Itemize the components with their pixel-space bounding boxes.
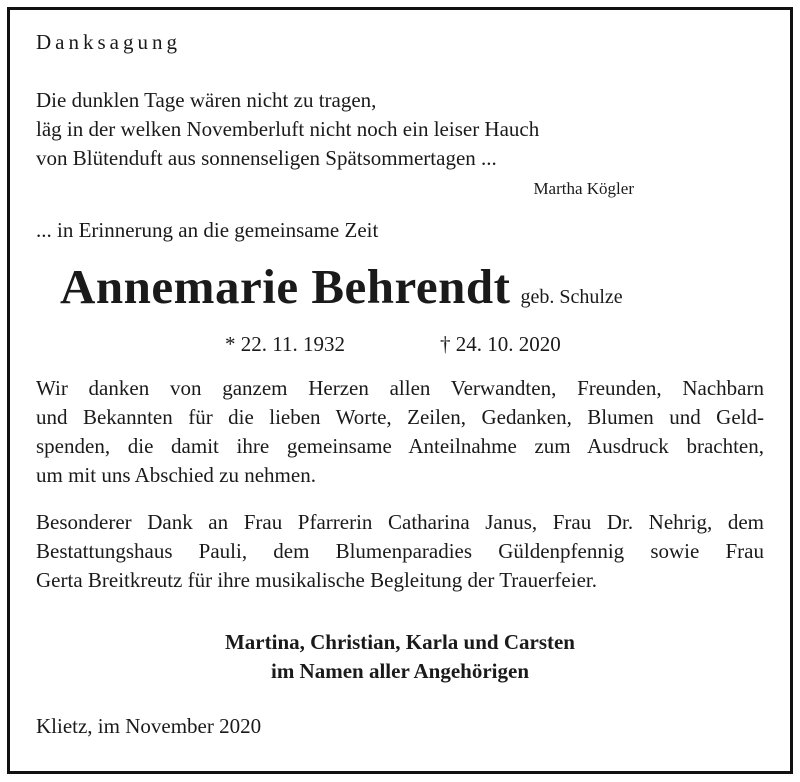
maiden-name: geb. Schulze xyxy=(520,286,623,308)
poem-line: läg in der welken Novemberluft nicht noch ein leiser Hauch xyxy=(36,117,540,141)
poem-line: von Blütenduft aus sonnenseligen Spätsommertagen ... xyxy=(36,146,497,170)
place-date: Klietz, im November 2020 xyxy=(36,714,262,738)
paragraph-line: Besonderer Dank an Frau Pfarrerin Catharina Janus, Frau Dr. Nehrig, dem xyxy=(36,510,764,534)
signers-block xyxy=(0,628,800,686)
signers-names: Martina, Christian, Karla und Carsten xyxy=(224,630,575,654)
paragraph-line: Gerta Breitkreutz für ihre musikalische Begleitung der Trauerfeier. xyxy=(36,568,597,592)
signers-subtitle: im Namen aller Angehörigen xyxy=(270,659,529,683)
birth-date: * 22. 11. 1932 xyxy=(225,332,345,356)
special-thanks-paragraph xyxy=(36,508,764,595)
paragraph-line: Bestattungshaus Pauli, dem Blumenparadies Güldenpfennig sowie Frau xyxy=(36,539,764,563)
deceased-name: Annemarie Behrendt xyxy=(60,259,511,314)
paragraph-line: und Bekannten für die lieben Worte, Zeilen, Gedanken, Blumen und Geld- xyxy=(36,405,764,429)
memory-line: ... in Erinnerung an die gemeinsame Zeit xyxy=(36,218,379,242)
deceased-name-row xyxy=(60,258,623,315)
poem-line: Die dunklen Tage wären nicht zu tragen, xyxy=(36,88,377,112)
paragraph-line: um mit uns Abschied zu nehmen. xyxy=(36,463,316,487)
thanks-paragraph xyxy=(36,374,764,490)
poem-author: Martha Kögler xyxy=(533,179,634,198)
paragraph-line: spenden, die damit ihre gemeinsame Anteilnahme zum Ausdruck brachten, xyxy=(36,434,764,458)
death-date: † 24. 10. 2020 xyxy=(440,332,561,356)
poem-block xyxy=(36,86,539,173)
paragraph-line: Wir danken von ganzem Herzen allen Verwandten, Freunden, Nachbarn xyxy=(36,376,764,400)
notice-heading: Danksagung xyxy=(36,30,181,54)
